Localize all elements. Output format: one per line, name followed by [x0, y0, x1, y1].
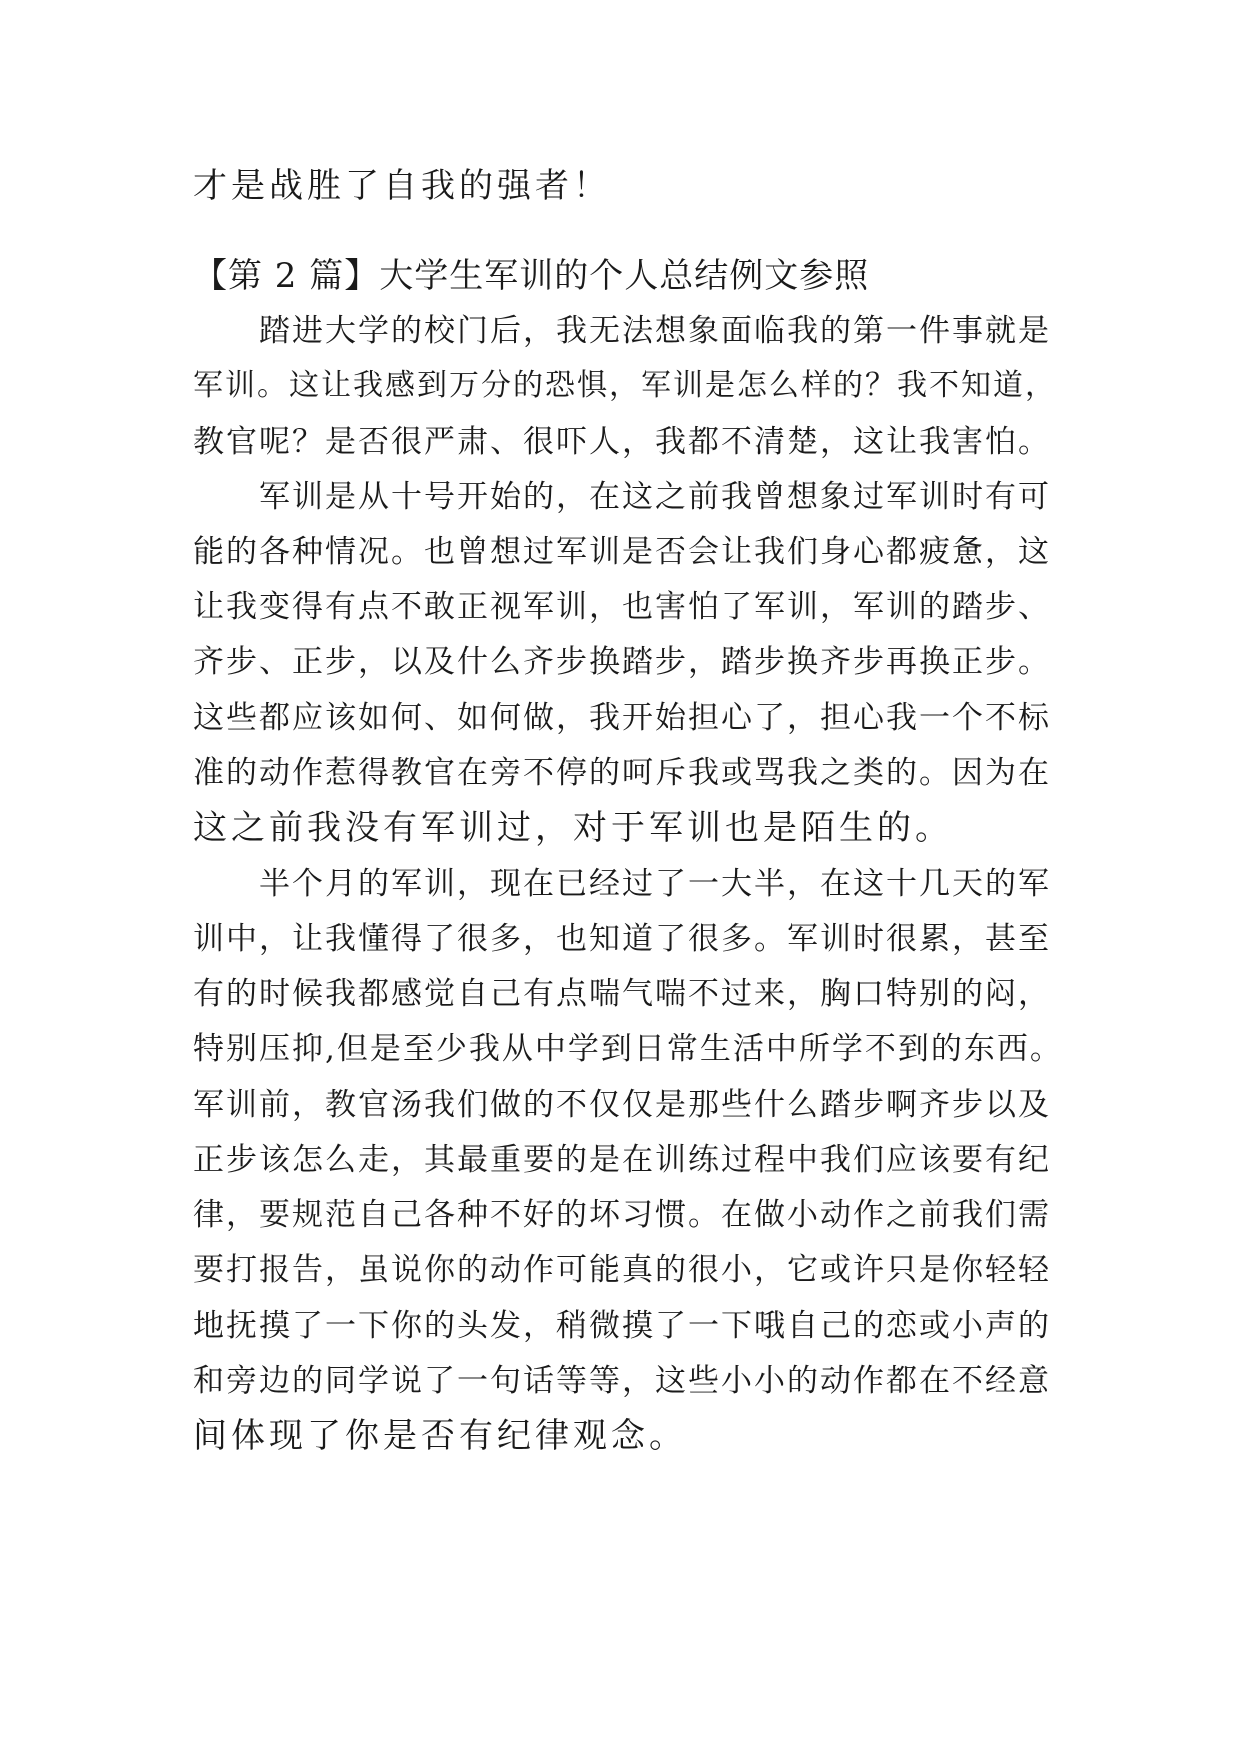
paragraph-1-line-2: 军训。这让我感到万分的恐惧，军训是怎么样的？我不知道，: [193, 368, 1057, 403]
paragraph-2-line-3: 让我变得有点不敢正视军训，也害怕了军训，军训的踏步、: [193, 589, 1051, 625]
paragraph-3-line-3: 有的时候我都感觉自己有点喘气喘不过来，胸口特别的闷，: [193, 976, 1051, 1012]
paragraph-3-line-1: 半个月的军训，现在已经过了一大半，在这十几天的军: [259, 866, 1051, 902]
paragraph-2-line-5: 这些都应该如何、如何做，我开始担心了，担心我一个不标: [193, 700, 1051, 736]
paragraph-3-line-10: 和旁边的同学说了一句话等等，这些小小的动作都在不经意: [193, 1363, 1051, 1399]
paragraph-3-line-9: 地抚摸了一下你的头发，稍微摸了一下哦自己的恋或小声的: [193, 1308, 1051, 1344]
paragraph-2-line-1: 军训是从十号开始的，在这之前我曾想象过军训时有可: [259, 479, 1051, 515]
paragraph-2-line-4: 齐步、正步，以及什么齐步换踏步，踏步换齐步再换正步。: [193, 644, 1051, 680]
paragraph-3-line-8: 要打报告，虽说你的动作可能真的很小，它或许只是你轻轻: [193, 1252, 1051, 1288]
paragraph-2-line-6: 准的动作惹得教官在旁不停的呵斥我或骂我之类的。因为在: [193, 755, 1051, 791]
paragraph-3-line-6: 正步该怎么走，其最重要的是在训练过程中我们应该要有纪: [193, 1142, 1051, 1178]
previous-article-tail: 才是战胜了自我的强者！: [193, 166, 611, 206]
paragraph-1-line-3: 教官呢？是否很严肃、很吓人，我都不清楚，这让我害怕。: [193, 424, 1051, 460]
paragraph-2-line-2: 能的各种情况。也曾想过军训是否会让我们身心都疲惫，这: [193, 534, 1051, 570]
paragraph-3-line-5: 军训前，教官汤我们做的不仅仅是那些什么踏步啊齐步以及: [193, 1087, 1051, 1123]
paragraph-2-line-7: 这之前我没有军训过，对于军训也是陌生的。: [193, 808, 953, 848]
paragraph-3-line-7: 律，要规范自己各种不好的坏习惯。在做小动作之前我们需: [193, 1197, 1051, 1233]
article-heading: 【第 2 篇】大学生军训的个人总结例文参照: [193, 256, 870, 296]
paragraph-3-line-2: 训中，让我懂得了很多，也知道了很多。军训时很累，甚至: [193, 921, 1051, 957]
paragraph-1-line-1: 踏进大学的校门后，我无法想象面临我的第一件事就是: [259, 313, 1051, 349]
paragraph-3-line-11: 间体现了你是否有纪律观念。: [193, 1416, 687, 1456]
paragraph-3-line-4: 特别压抑,但是至少我从中学到日常生活中所学不到的东西。: [193, 1031, 1063, 1067]
